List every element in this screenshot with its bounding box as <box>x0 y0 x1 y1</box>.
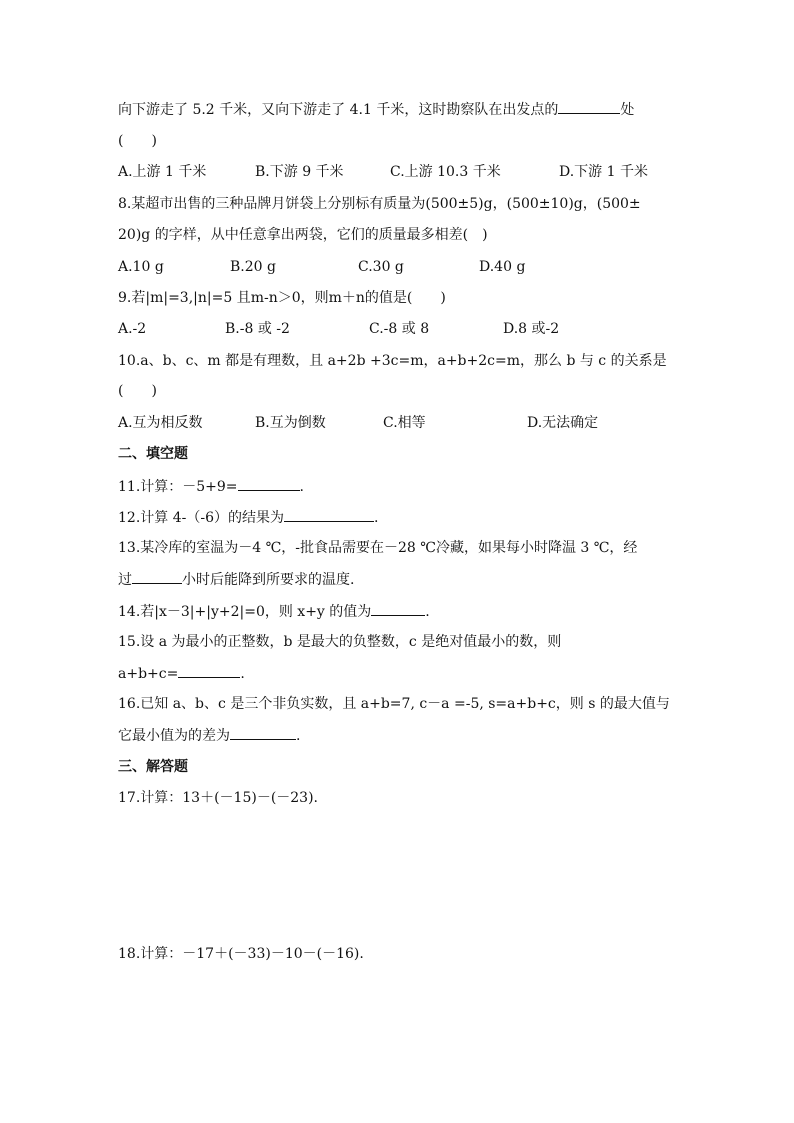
q16-line-2 <box>118 725 300 746</box>
q7-option-c[interactable]: C.上游 10.3 千米 <box>390 164 501 180</box>
q7-option-d[interactable]: D.下游 1 千米 <box>559 164 648 180</box>
q10-option-a[interactable]: A.互为相反数 <box>118 415 203 431</box>
q8-option-d[interactable]: D.40 g <box>479 259 526 275</box>
q12-text: 12.计算 4-（-6）的结果为 <box>118 510 284 526</box>
q7-option-a[interactable]: A.上游 1 千米 <box>118 164 207 180</box>
q9-line-1: 9.若|m|=3,|n|=5 且m-n＞0，则m＋n的值是( ) <box>118 290 446 306</box>
q10-option-b[interactable]: B.互为倒数 <box>255 415 326 431</box>
q15-line-2 <box>118 663 245 684</box>
q15-answer-blank[interactable] <box>178 663 240 678</box>
q10-options <box>118 413 718 433</box>
q10-answer-bracket: ( ) <box>118 383 157 399</box>
q13-line-2 <box>118 569 354 590</box>
q9-options <box>118 319 718 339</box>
q16-answer-blank[interactable] <box>230 725 296 740</box>
q18: 18.计算：－17＋(－33)－10－(－16). <box>118 946 364 962</box>
q7-line-1 <box>118 99 634 120</box>
q12-period: . <box>374 510 379 526</box>
q8-line-2: 20)g 的字样，从中任意拿出两袋，它们的质量最多相差( ) <box>118 227 488 243</box>
q13-text-start: 过 <box>118 572 132 588</box>
q7-answer-blank[interactable] <box>558 99 620 114</box>
q16-line-1: 16.已知 a、b、c 是三个非负实数，且 a+b=7, c－a =-5, s=a+b+c，则 s 的最大值与 <box>118 696 670 712</box>
q7-text: 向下游走了 5.2 千米，又向下游走了 4.1 千米，这时勘察队在出发点的 <box>118 102 559 118</box>
q11-period: . <box>299 479 304 495</box>
q14-answer-blank[interactable] <box>371 601 425 616</box>
section-solve-heading: 三、解答题 <box>118 759 188 775</box>
q7-option-b[interactable]: B.下游 9 千米 <box>255 164 344 180</box>
q14-text: 14.若|x－3|+|y+2|=0，则 x+y 的值为 <box>118 604 372 620</box>
q14 <box>118 601 430 622</box>
q8-options <box>118 257 718 277</box>
q16-period: . <box>296 728 301 744</box>
q9-option-d[interactable]: D.8 或-2 <box>503 321 560 337</box>
q11-text: 11.计算：－5+9= <box>118 479 238 495</box>
q13-answer-blank[interactable] <box>132 569 182 584</box>
q9-option-a[interactable]: A.-2 <box>118 321 147 337</box>
q9-option-c[interactable]: C.-8 或 8 <box>369 321 430 337</box>
section-fill-in-heading: 二、填空题 <box>118 446 188 462</box>
q11 <box>118 476 304 497</box>
q15-period: . <box>240 666 245 682</box>
q12-answer-blank[interactable] <box>284 507 374 522</box>
q12 <box>118 507 378 528</box>
q7-options <box>118 162 718 182</box>
q10-line-1: 10.a、b、c、m 都是有理数，且 a+2b +3c=m，a+b+2c=m，那么 b 与 c 的关系是 <box>118 353 667 369</box>
q15-line-1: 15.设 a 为最小的正整数，b 是最大的负整数，c 是绝对值最小的数，则 <box>118 634 562 650</box>
q17: 17.计算：13＋(－15)－(－23). <box>118 790 319 806</box>
q8-option-c[interactable]: C.30 g <box>358 259 404 275</box>
q13-text-end: 小时后能降到所要求的温度. <box>182 572 355 588</box>
q15-text-start: a+b+c= <box>118 666 179 682</box>
q11-answer-blank[interactable] <box>238 476 300 491</box>
q7-text-end: 处 <box>620 102 635 118</box>
q7-answer-bracket: ( ) <box>118 133 157 149</box>
q8-line-1: 8.某超市出售的三种品牌月饼袋上分别标有质量为(500±5)g，(500±10)g，(500± <box>118 196 641 212</box>
q14-period: . <box>425 604 430 620</box>
q16-text-start: 它最小值为的差为 <box>118 728 230 744</box>
q13-line-1: 13.某冷库的室温为－4 ℃，-批食品需要在－28 ℃冷藏，如果每小时降温 3 ℃，经 <box>118 540 638 556</box>
q10-option-d[interactable]: D.无法确定 <box>527 415 599 431</box>
q10-option-c[interactable]: C.相等 <box>383 415 426 431</box>
q9-option-b[interactable]: B.-8 或 -2 <box>225 321 290 337</box>
q8-option-a[interactable]: A.10 g <box>118 259 164 275</box>
q8-option-b[interactable]: B.20 g <box>230 259 276 275</box>
